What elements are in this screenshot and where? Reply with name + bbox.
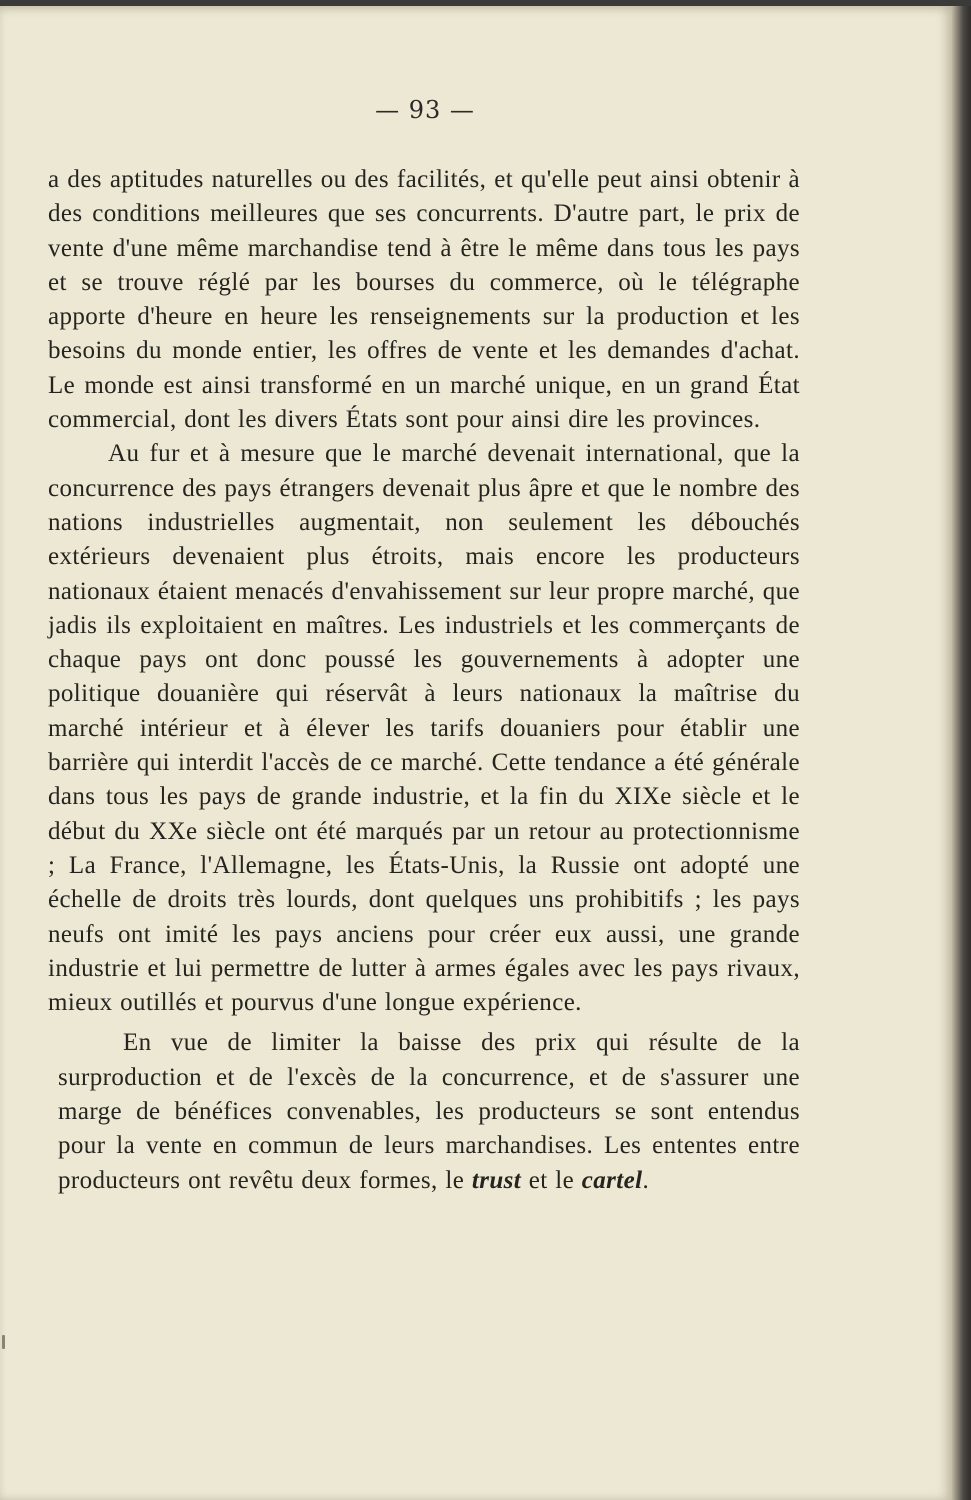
paragraph-1: a des aptitudes naturelles ou des facilités, et qu'elle peut ainsi obtenir à des conditions meilleures que ses concurrents. D'autre part, le prix de vente d'une même marchandise tend à être le même dans tous les pays et se trouve réglé par les bourses du commerce, où le télégraphe apporte d'heure en heure les renseignements sur la production et les besoins du monde entier, les offres de vente et les demandes d'achat. Le monde est ainsi transformé en un marché unique, en un grand État commercial, dont les divers États sont pour ainsi dire les provinces.	[48, 166, 800, 434]
body-text	[48, 163, 800, 1198]
page-edge-shadow	[952, 6, 971, 1500]
paragraph-3	[48, 1026, 800, 1197]
term-cartel: cartel	[581, 1166, 643, 1194]
paragraph-2: Au fur et à mesure que le marché devenait international, que la concurrence des pays étrangers devenait plus âpre et que le nombre des nations industrielles augmentait, non seulement les débouchés extérieurs devenaient plus étroits, mais encore les producteurs nationaux étaient menacés d'envahissement sur leur propre marché, que jadis ils exploitaient en maîtres. Les industriels et les commerçants de chaque pays ont donc poussé les gouvernements à adopter une politique douanière qui réservât à leurs nationaux la maîtrise du marché intérieur et à élever les tarifs douaniers pour établir une barrière qui interdit l'accès de ce marché. Cette tendance a été générale dans tous les pays de grande industrie, et la fin du XIXe siècle et le début du XXe siècle ont été marqués par un retour au protectionnisme ; La France, l'Allemagne, les États-Unis, la Russie ont adopté une échelle de droits très lourds, dont quelques uns prohibitifs ; les pays neufs ont imité les pays anciens pour créer eux aussi, une grande industrie et lui permettre de lutter à armes égales avec les pays rivaux, mieux outillés et pourvus d'une longue expérience.	[48, 440, 800, 1017]
term-trust: trust	[471, 1166, 522, 1194]
paragraph-3-text-middle: et le	[528, 1166, 575, 1194]
paragraph-3-text-before: En vue de limiter la baisse des prix qui résulte de la surproduction et de l'excès de la concurrence, et de s'assurer une marge de bénéfices convenables, les producteurs se sont entendus pour la vente en commun de leurs marchandises. Les ententes entre producteurs ont revêtu deux formes, le	[58, 1029, 800, 1194]
page-number: — 93 —	[375, 96, 475, 124]
margin-mark	[2, 1335, 5, 1349]
paragraph-3-text-after: .	[642, 1166, 650, 1194]
